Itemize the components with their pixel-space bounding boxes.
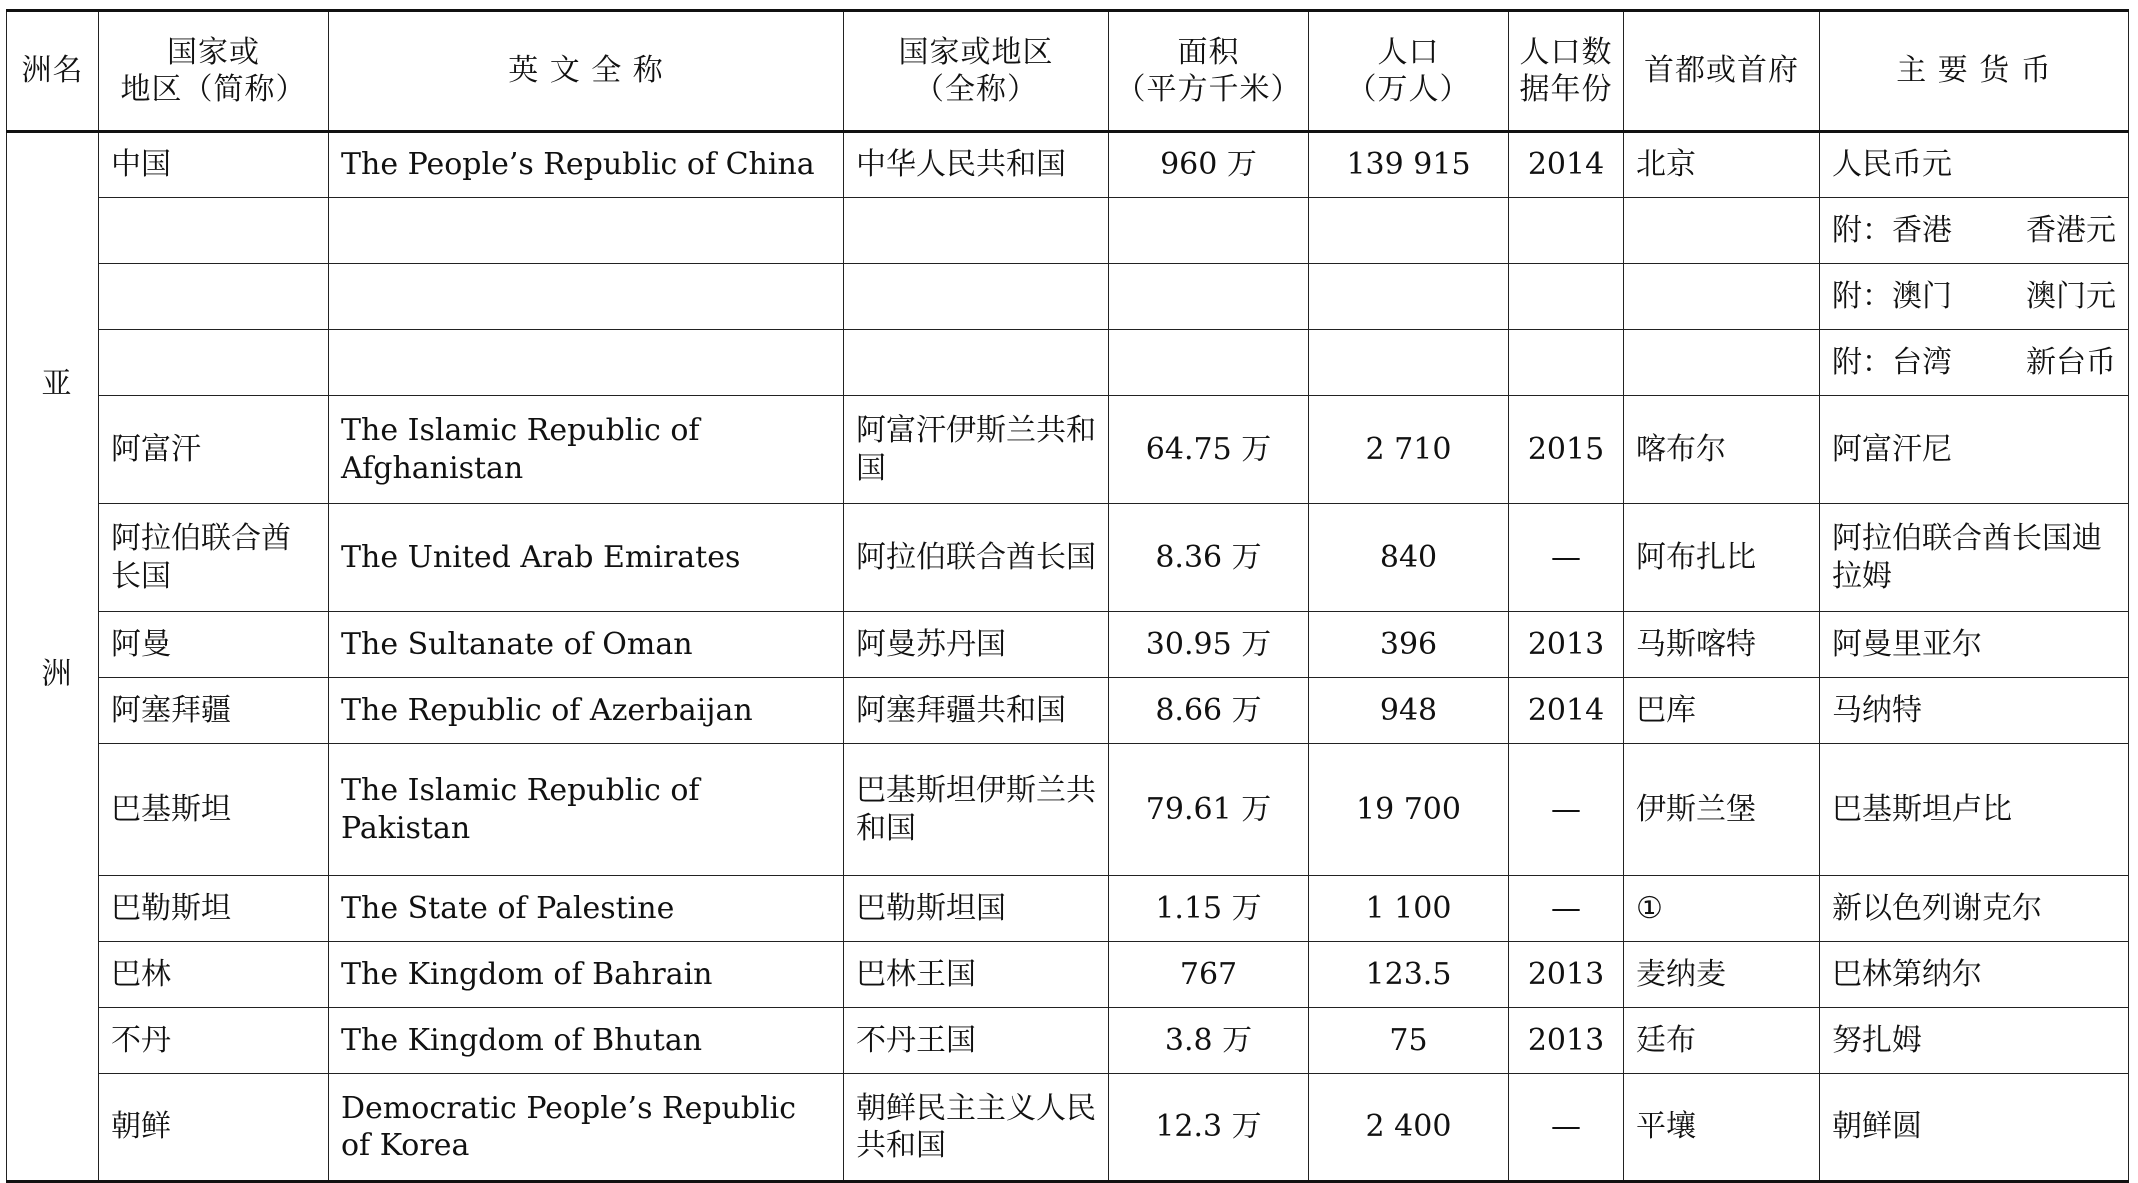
cell-currency: 阿拉伯联合酋长国迪拉姆 — [1820, 504, 2129, 612]
cell-population: 2 400 — [1309, 1074, 1509, 1182]
cell-currency: 阿富汗尼 — [1820, 396, 2129, 504]
cell-year: 2014 — [1509, 132, 1624, 198]
cell-capital — [1624, 264, 1820, 330]
header-currency: 主 要 货 币 — [1820, 11, 2129, 132]
cell-capital: 廷布 — [1624, 1008, 1820, 1074]
header-population-year: 人口数 据年份 — [1509, 11, 1624, 132]
table-row — [7, 132, 2129, 198]
header-english-name: 英 文 全 称 — [329, 11, 844, 132]
cell-currency: 努扎姆 — [1820, 1008, 2129, 1074]
cell-population — [1309, 330, 1509, 396]
cell-population — [1309, 264, 1509, 330]
table-row — [7, 744, 2129, 876]
currency-name: 澳门元 — [2026, 278, 2116, 314]
cell-capital: 马斯喀特 — [1624, 612, 1820, 678]
cell-year: 2014 — [1509, 678, 1624, 744]
cell-area: 8.66 万 — [1109, 678, 1309, 744]
cell-year: 2013 — [1509, 612, 1624, 678]
table-row — [7, 942, 2129, 1008]
table-row — [7, 1074, 2129, 1182]
cell-full-name: 阿富汗伊斯兰共和国 — [844, 396, 1109, 504]
cell-area: 30.95 万 — [1109, 612, 1309, 678]
cell-currency: 朝鲜圆 — [1820, 1074, 2129, 1182]
cell-area: 3.8 万 — [1109, 1008, 1309, 1074]
cell-short-name — [99, 198, 329, 264]
cell-english-name: The People’s Republic of China — [329, 132, 844, 198]
cell-population: 396 — [1309, 612, 1509, 678]
table-row — [7, 612, 2129, 678]
currency-name: 香港元 — [2026, 212, 2116, 248]
header-row — [7, 11, 2129, 132]
cell-short-name: 阿拉伯联合酋长国 — [99, 504, 329, 612]
cell-area: 64.75 万 — [1109, 396, 1309, 504]
cell-english-name: The State of Palestine — [329, 876, 844, 942]
cell-full-name: 阿曼苏丹国 — [844, 612, 1109, 678]
cell-full-name: 巴林王国 — [844, 942, 1109, 1008]
cell-area: 79.61 万 — [1109, 744, 1309, 876]
cell-population: 19 700 — [1309, 744, 1509, 876]
cell-year — [1509, 198, 1624, 264]
cell-short-name: 巴勒斯坦 — [99, 876, 329, 942]
table-row — [7, 330, 2129, 396]
cell-population: 123.5 — [1309, 942, 1509, 1008]
cell-year — [1509, 264, 1624, 330]
cell-year: 2015 — [1509, 396, 1624, 504]
cell-full-name: 阿塞拜疆共和国 — [844, 678, 1109, 744]
cell-population: 840 — [1309, 504, 1509, 612]
cell-short-name: 朝鲜 — [99, 1074, 329, 1182]
cell-full-name: 朝鲜民主主义人民共和国 — [844, 1074, 1109, 1182]
cell-year: — — [1509, 504, 1624, 612]
table-row — [7, 396, 2129, 504]
currency-name: 新台币 — [2026, 344, 2116, 380]
cell-short-name: 巴基斯坦 — [99, 744, 329, 876]
cell-capital: 麦纳麦 — [1624, 942, 1820, 1008]
cell-currency: 新以色列谢克尔 — [1820, 876, 2129, 942]
cell-short-name — [99, 330, 329, 396]
table-row — [7, 1008, 2129, 1074]
cell-year: 2013 — [1509, 1008, 1624, 1074]
cell-year: 2013 — [1509, 942, 1624, 1008]
cell-full-name: 阿拉伯联合酋长国 — [844, 504, 1109, 612]
cell-year: — — [1509, 876, 1624, 942]
cell-full-name: 中华人民共和国 — [844, 132, 1109, 198]
cell-area: 1.15 万 — [1109, 876, 1309, 942]
cell-population: 139 915 — [1309, 132, 1509, 198]
cell-currency: 阿曼里亚尔 — [1820, 612, 2129, 678]
cell-capital: 喀布尔 — [1624, 396, 1820, 504]
cell-currency — [1820, 330, 2129, 396]
cell-english-name: Democratic People’s Republic of Korea — [329, 1074, 844, 1182]
header-full-name: 国家或地区 （全称） — [844, 11, 1109, 132]
cell-area: 960 万 — [1109, 132, 1309, 198]
cell-english-name: The Sultanate of Oman — [329, 612, 844, 678]
table-row — [7, 876, 2129, 942]
cell-population: 1 100 — [1309, 876, 1509, 942]
cell-full-name — [844, 198, 1109, 264]
cell-year: — — [1509, 1074, 1624, 1182]
cell-english-name: The Kingdom of Bahrain — [329, 942, 844, 1008]
cell-full-name — [844, 330, 1109, 396]
cell-area: 8.36 万 — [1109, 504, 1309, 612]
cell-full-name — [844, 264, 1109, 330]
table-row — [7, 264, 2129, 330]
cell-short-name: 巴林 — [99, 942, 329, 1008]
cell-short-name — [99, 264, 329, 330]
cell-currency: 人民币元 — [1820, 132, 2129, 198]
cell-population: 948 — [1309, 678, 1509, 744]
table-row — [7, 678, 2129, 744]
cell-full-name: 巴勒斯坦国 — [844, 876, 1109, 942]
cell-short-name: 不丹 — [99, 1008, 329, 1074]
cell-capital: 伊斯兰堡 — [1624, 744, 1820, 876]
cell-area — [1109, 264, 1309, 330]
cell-currency — [1820, 264, 2129, 330]
cell-capital — [1624, 330, 1820, 396]
table-row — [7, 198, 2129, 264]
cell-capital: 阿布扎比 — [1624, 504, 1820, 612]
cell-currency: 巴基斯坦卢比 — [1820, 744, 2129, 876]
header-short-name: 国家或 地区（简称） — [99, 11, 329, 132]
header-population: 人口 （万人） — [1309, 11, 1509, 132]
cell-capital: 巴库 — [1624, 678, 1820, 744]
cell-short-name: 阿富汗 — [99, 396, 329, 504]
cell-full-name: 巴基斯坦伊斯兰共和国 — [844, 744, 1109, 876]
cell-currency: 马纳特 — [1820, 678, 2129, 744]
cell-english-name — [329, 330, 844, 396]
cell-area — [1109, 330, 1309, 396]
cell-area — [1109, 198, 1309, 264]
table-row — [7, 504, 2129, 612]
cell-english-name: The Islamic Republic of Pakistan — [329, 744, 844, 876]
cell-full-name: 不丹王国 — [844, 1008, 1109, 1074]
cell-capital: 北京 — [1624, 132, 1820, 198]
cell-year — [1509, 330, 1624, 396]
cell-english-name: The Kingdom of Bhutan — [329, 1008, 844, 1074]
header-capital: 首都或首府 — [1624, 11, 1820, 132]
cell-area: 12.3 万 — [1109, 1074, 1309, 1182]
cell-capital — [1624, 198, 1820, 264]
currency-region: 附：香港 — [1832, 212, 1952, 248]
cell-capital: 平壤 — [1624, 1074, 1820, 1182]
cell-year: — — [1509, 744, 1624, 876]
cell-english-name — [329, 264, 844, 330]
cell-english-name: The Islamic Republic of Afghanistan — [329, 396, 844, 504]
cell-capital: ① — [1624, 876, 1820, 942]
header-continent: 洲名 — [7, 11, 99, 132]
cell-population: 75 — [1309, 1008, 1509, 1074]
cell-short-name: 阿曼 — [99, 612, 329, 678]
cell-english-name: The Republic of Azerbaijan — [329, 678, 844, 744]
cell-short-name: 中国 — [99, 132, 329, 198]
currency-region: 附：台湾 — [1832, 344, 1952, 380]
continent-cell: 亚洲 — [7, 132, 99, 1182]
country-table — [6, 9, 2129, 1183]
cell-english-name: The United Arab Emirates — [329, 504, 844, 612]
cell-population: 2 710 — [1309, 396, 1509, 504]
header-area: 面积 （平方千米） — [1109, 11, 1309, 132]
cell-currency — [1820, 198, 2129, 264]
cell-area: 767 — [1109, 942, 1309, 1008]
cell-english-name — [329, 198, 844, 264]
cell-currency: 巴林第纳尔 — [1820, 942, 2129, 1008]
currency-region: 附：澳门 — [1832, 278, 1952, 314]
cell-short-name: 阿塞拜疆 — [99, 678, 329, 744]
cell-population — [1309, 198, 1509, 264]
